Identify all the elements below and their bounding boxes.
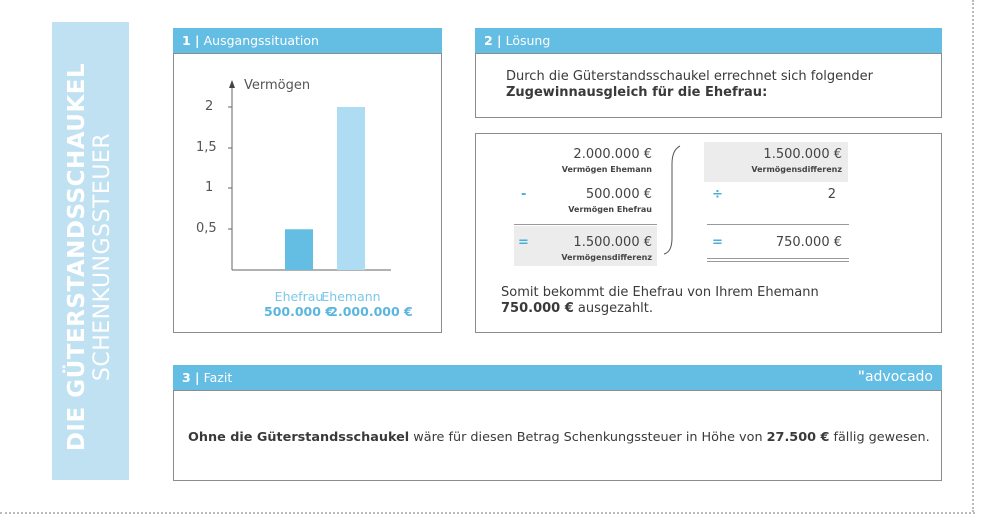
right-row2-value: 2 xyxy=(827,187,836,202)
conclusion-amount: 750.000 € xyxy=(501,301,574,316)
value-label-ehemann: 2.000.000 € xyxy=(329,304,413,319)
right-double-rule-bottom xyxy=(707,261,849,262)
logo-text: advocado xyxy=(864,369,933,385)
panel-2-title: Lösung xyxy=(505,33,551,48)
right-row1-caption: Vermögensdifferenz xyxy=(751,165,842,174)
left-row3-caption: Vermögensdifferenz xyxy=(561,253,652,262)
conclusion-line-1: Somit bekommt die Ehefrau von Ihrem Ehemann xyxy=(501,285,819,300)
panel-1-number: 1 | xyxy=(182,33,200,48)
y-tick-2: 2 xyxy=(205,99,214,114)
conclusion-line-2 xyxy=(501,301,653,316)
right-row3-value: 750.000 € xyxy=(775,235,842,250)
panel-3-text-box xyxy=(173,390,942,481)
panel-3-number: 3 | xyxy=(182,370,200,385)
fazit-middle: wäre für diesen Betrag Schenkungssteuer in Höhe von xyxy=(409,430,767,445)
left-row2-caption: Vermögen Ehefrau xyxy=(568,205,652,214)
right-double-rule-top xyxy=(707,258,849,259)
logo-mark-icon: " xyxy=(857,369,865,385)
minus-operator: - xyxy=(521,187,527,202)
sidebar-banner xyxy=(52,22,129,480)
sidebar-subtitle: SCHENKUNGSSTEUER xyxy=(90,132,115,382)
conclusion-suffix: ausgezahlt. xyxy=(573,301,654,316)
panel-1-chart-box xyxy=(173,53,442,333)
panel-2-number: 2 | xyxy=(484,33,502,48)
sidebar-text xyxy=(65,63,115,451)
panel-1-header xyxy=(173,28,442,53)
left-row1-value: 2.000.000 € xyxy=(573,147,652,162)
dotted-border-bottom xyxy=(0,512,975,514)
bar-ehemann xyxy=(337,107,365,270)
panel-2-header xyxy=(475,28,942,53)
y-tick-1: 1 xyxy=(205,180,214,195)
intro-line-2: Zugewinnausgleich für die Ehefrau: xyxy=(506,85,768,100)
left-rule xyxy=(514,224,657,225)
divide-operator: ÷ xyxy=(712,187,723,202)
right-rule xyxy=(707,224,849,225)
panel-2-intro-box xyxy=(475,53,942,118)
left-equals-operator: = xyxy=(518,235,529,250)
right-row1-value: 1.500.000 € xyxy=(763,147,842,162)
panel-3-header xyxy=(173,365,942,390)
left-row2-value: 500.000 € xyxy=(585,187,652,202)
intro-line-1: Durch die Güterstandsschaukel errechnet sich folgender xyxy=(506,69,874,84)
panel-1-title: Ausgangssituation xyxy=(203,33,319,48)
left-row1-caption: Vermögen Ehemann xyxy=(561,165,652,174)
x-label-ehemann: Ehemann xyxy=(321,289,381,304)
value-label-ehefrau: 500.000 € xyxy=(264,304,334,319)
right-equals-operator: = xyxy=(712,235,723,250)
y-tick-1-5: 1,5 xyxy=(196,140,217,155)
panel-3-title: Fazit xyxy=(203,370,233,385)
panel-2-calculation-box xyxy=(475,133,942,333)
sidebar-title: DIE GÜTERSTANDSSCHAUKEL xyxy=(64,62,90,452)
advocado-logo xyxy=(858,365,933,390)
bracket-connector xyxy=(660,142,700,258)
fazit-bold-1: Ohne die Güterstandsschaukel xyxy=(188,430,410,445)
x-label-ehefrau: Ehefrau xyxy=(274,289,324,304)
fazit-end: fällig gewesen. xyxy=(829,430,930,445)
y-axis-arrow xyxy=(229,80,235,88)
left-row3-value: 1.500.000 € xyxy=(573,235,652,250)
fazit-text xyxy=(188,430,930,445)
y-tick-0-5: 0,5 xyxy=(196,221,217,236)
bar-ehefrau xyxy=(285,229,313,270)
fazit-bold-2: 27.500 € xyxy=(766,430,830,445)
y-axis-label: Vermögen xyxy=(244,78,311,93)
dotted-border-right xyxy=(972,0,974,512)
